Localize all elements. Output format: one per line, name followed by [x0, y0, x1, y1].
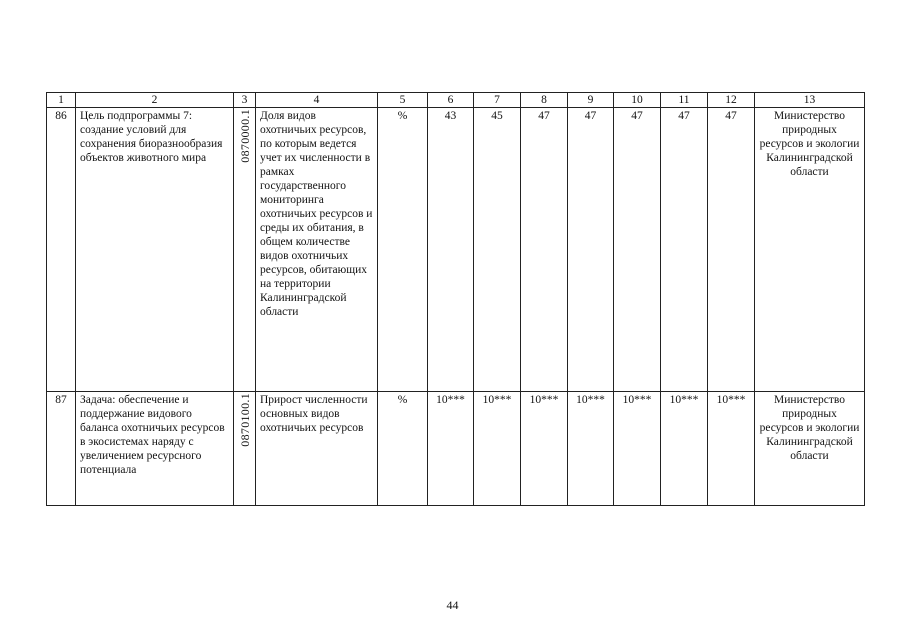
row-code-text: 0870000.1: [238, 109, 252, 163]
header-row: [47, 93, 865, 108]
row-name: Задача: обеспечение и поддержание видового баланса охотничьих ресурсов в экосистемах наряду с увеличением ресурсного потенциала: [76, 392, 234, 506]
header-cell-12: 12: [708, 93, 755, 108]
header-cell-11: 11: [661, 93, 708, 108]
header-cell-13: 13: [755, 93, 865, 108]
header-cell-3: 3: [234, 93, 256, 108]
row-name: Цель подпрограммы 7: создание условий для сохранения биоразнообразия объектов животного мира: [76, 108, 234, 392]
page-number: 44: [446, 598, 459, 612]
row-value: 45: [474, 108, 521, 392]
header-cell-1: 1: [47, 93, 76, 108]
header-cell-7: 7: [474, 93, 521, 108]
row-value: 10***: [428, 392, 474, 506]
row-code-text: 0870100.1: [238, 393, 252, 447]
row-indicator: Доля видов охотничьих ресурсов, по которым ведется учет их численности в рамках государственного мониторинга охотничьих ресурсов и среды их обитания, в общем количестве видов охотничьих ресурсов, обитающих на территории Калининградской области: [256, 108, 378, 392]
row-number: 87: [47, 392, 76, 506]
table-row: [47, 108, 865, 392]
row-value: 10***: [708, 392, 755, 506]
row-value: 10***: [661, 392, 708, 506]
row-value: 47: [614, 108, 661, 392]
indicators-table: [46, 92, 865, 506]
header-cell-4: 4: [256, 93, 378, 108]
table-row: [47, 392, 865, 506]
row-value: 10***: [568, 392, 614, 506]
header-cell-10: 10: [614, 93, 661, 108]
row-value: 47: [521, 108, 568, 392]
row-unit: %: [378, 108, 428, 392]
row-number: 86: [47, 108, 76, 392]
row-value: 10***: [614, 392, 661, 506]
header-cell-6: 6: [428, 93, 474, 108]
row-code: [234, 392, 256, 506]
row-value: 43: [428, 108, 474, 392]
row-unit: %: [378, 392, 428, 506]
header-cell-2: 2: [76, 93, 234, 108]
row-responsible: Министерство природных ресурсов и экологии Калининградской области: [755, 108, 865, 392]
header-cell-5: 5: [378, 93, 428, 108]
row-value: 10***: [521, 392, 568, 506]
header-cell-9: 9: [568, 93, 614, 108]
row-code: [234, 108, 256, 392]
header-cell-8: 8: [521, 93, 568, 108]
row-responsible: Министерство природных ресурсов и экологии Калининградской области: [755, 392, 865, 506]
row-value: 47: [661, 108, 708, 392]
row-value: 47: [708, 108, 755, 392]
row-value: 47: [568, 108, 614, 392]
row-value: 10***: [474, 392, 521, 506]
row-indicator: Прирост численности основных видов охотничьих ресурсов: [256, 392, 378, 506]
